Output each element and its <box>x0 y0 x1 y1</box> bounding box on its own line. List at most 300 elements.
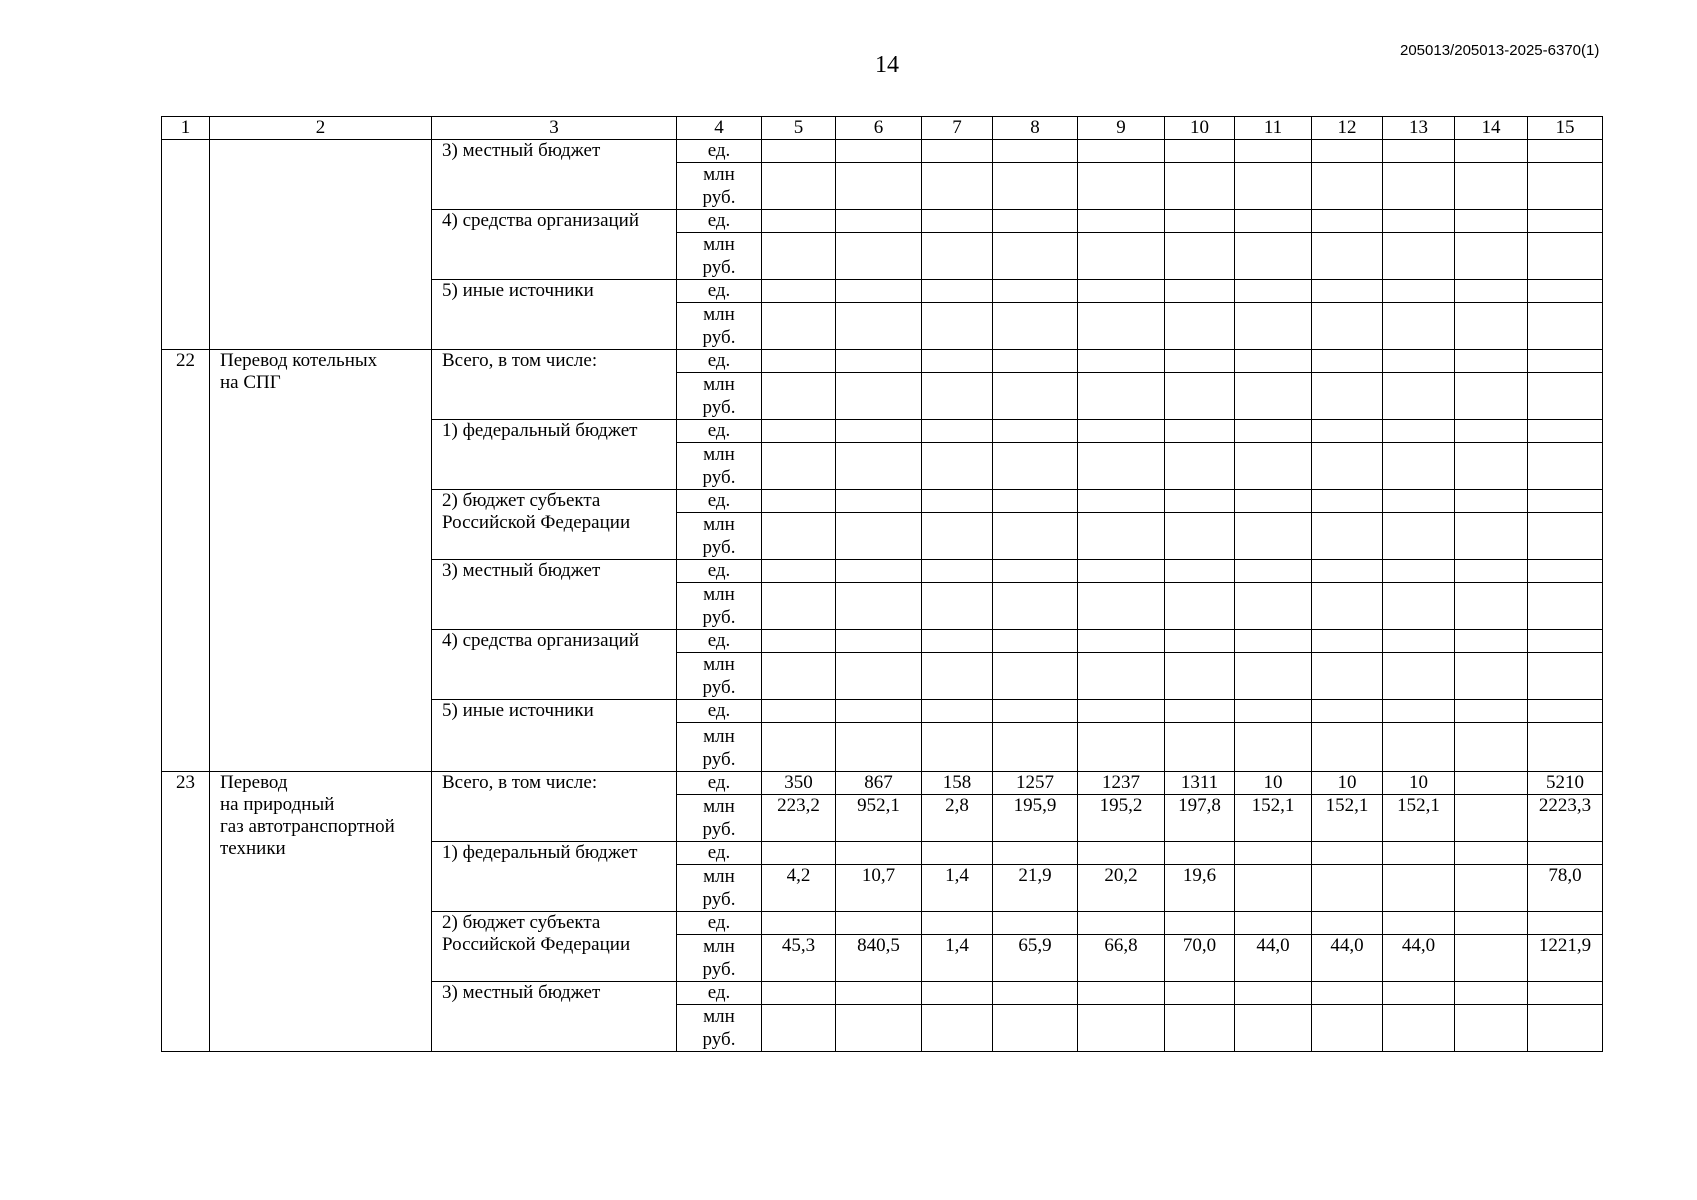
value-cell <box>993 233 1078 280</box>
funding-source <box>432 280 677 350</box>
value-cell <box>1455 700 1528 723</box>
value-cell <box>1235 140 1312 163</box>
value-cell <box>762 350 836 373</box>
funding-source-label: 4) средства организаций <box>442 630 640 651</box>
value-cell <box>1078 723 1165 772</box>
value-cell <box>1528 443 1603 490</box>
value-cell: 158 <box>922 772 993 795</box>
value-cell <box>836 912 922 935</box>
row-number: 23 <box>162 772 210 1052</box>
value-cell <box>922 373 993 420</box>
value-cell <box>993 443 1078 490</box>
unit-mln-rub <box>677 1005 762 1052</box>
value-cell <box>1312 443 1383 490</box>
value-cell <box>1455 233 1528 280</box>
value-cell <box>993 1005 1078 1052</box>
value-cell <box>1235 373 1312 420</box>
value-cell <box>1455 210 1528 233</box>
value-cell <box>1528 912 1603 935</box>
value-cell <box>1312 560 1383 583</box>
value-cell <box>1383 210 1455 233</box>
value-cell <box>1383 723 1455 772</box>
unit-mln: млн <box>703 796 735 817</box>
table-row <box>162 140 1603 163</box>
value-cell <box>1528 490 1603 513</box>
value-cell <box>1383 420 1455 443</box>
value-cell <box>1455 653 1528 700</box>
funding-source <box>432 420 677 490</box>
value-cell <box>1165 210 1235 233</box>
unit-rub: руб. <box>702 327 736 348</box>
unit-rub: руб. <box>702 959 736 980</box>
value-cell <box>1235 583 1312 630</box>
unit-ed: ед. <box>677 280 762 303</box>
value-cell: 4,2 <box>762 865 836 912</box>
funding-source <box>432 772 677 842</box>
unit-mln-rub <box>677 653 762 700</box>
unit-mln-rub <box>677 233 762 280</box>
value-cell <box>1235 653 1312 700</box>
value-cell <box>1455 982 1528 1005</box>
table-row <box>162 772 1603 795</box>
value-cell <box>922 723 993 772</box>
value-cell <box>1383 140 1455 163</box>
value-cell <box>1455 723 1528 772</box>
unit-mln-rub <box>677 583 762 630</box>
value-cell <box>922 280 993 303</box>
value-cell <box>1383 303 1455 350</box>
unit-mln-rub <box>677 935 762 982</box>
unit-rub: руб. <box>702 749 736 770</box>
value-cell <box>1312 842 1383 865</box>
value-cell <box>1312 233 1383 280</box>
value-cell <box>1078 912 1165 935</box>
value-cell <box>1383 982 1455 1005</box>
value-cell <box>762 982 836 1005</box>
value-cell <box>1078 560 1165 583</box>
value-cell <box>922 210 993 233</box>
value-cell <box>993 583 1078 630</box>
value-cell <box>1078 700 1165 723</box>
funding-source-label: Российской Федерации <box>442 512 631 533</box>
value-cell <box>1312 350 1383 373</box>
header-cell: 6 <box>836 117 922 140</box>
value-cell <box>1455 1005 1528 1052</box>
value-cell <box>836 842 922 865</box>
value-cell <box>1165 723 1235 772</box>
value-cell: 867 <box>836 772 922 795</box>
unit-rub: руб. <box>702 607 736 628</box>
value-cell <box>993 560 1078 583</box>
value-cell <box>836 723 922 772</box>
value-cell <box>922 303 993 350</box>
measure-name <box>210 772 432 1052</box>
value-cell <box>993 982 1078 1005</box>
value-cell <box>1455 912 1528 935</box>
value-cell <box>993 420 1078 443</box>
value-cell <box>1312 280 1383 303</box>
unit-mln: млн <box>703 936 735 957</box>
value-cell <box>1165 630 1235 653</box>
value-cell <box>836 630 922 653</box>
value-cell <box>1165 513 1235 560</box>
header-cell: 10 <box>1165 117 1235 140</box>
value-cell <box>1165 373 1235 420</box>
funding-source-label: 3) местный бюджет <box>442 982 601 1003</box>
value-cell <box>1078 373 1165 420</box>
header-row <box>162 117 1603 140</box>
value-cell <box>1235 233 1312 280</box>
unit-mln: млн <box>703 234 735 255</box>
funding-source-label: 5) иные источники <box>442 700 594 721</box>
funding-source-label: Российской Федерации <box>442 934 631 955</box>
unit-rub: руб. <box>702 467 736 488</box>
value-cell <box>1383 163 1455 210</box>
value-cell <box>922 560 993 583</box>
value-cell: 78,0 <box>1528 865 1603 912</box>
value-cell <box>762 373 836 420</box>
value-cell <box>993 280 1078 303</box>
value-cell <box>1383 583 1455 630</box>
value-cell <box>922 233 993 280</box>
value-cell <box>1078 163 1165 210</box>
value-cell <box>836 982 922 1005</box>
value-cell <box>1528 513 1603 560</box>
value-cell <box>1078 653 1165 700</box>
value-cell <box>1383 490 1455 513</box>
funding-source <box>432 700 677 772</box>
unit-mln: млн <box>703 584 735 605</box>
value-cell: 2,8 <box>922 795 993 842</box>
value-cell <box>1383 560 1455 583</box>
value-cell <box>1165 163 1235 210</box>
header-cell: 13 <box>1383 117 1455 140</box>
value-cell <box>1078 420 1165 443</box>
unit-ed: ед. <box>677 560 762 583</box>
value-cell: 197,8 <box>1165 795 1235 842</box>
value-cell <box>1312 583 1383 630</box>
value-cell <box>922 583 993 630</box>
value-cell <box>1312 865 1383 912</box>
value-cell <box>1312 653 1383 700</box>
value-cell <box>1078 630 1165 653</box>
value-cell <box>1165 490 1235 513</box>
value-cell <box>1528 210 1603 233</box>
value-cell <box>1078 140 1165 163</box>
value-cell: 1,4 <box>922 865 993 912</box>
unit-rub: руб. <box>702 889 736 910</box>
header-cell: 4 <box>677 117 762 140</box>
measure-name-line: техники <box>220 838 286 859</box>
unit-mln: млн <box>703 726 735 747</box>
value-cell <box>1528 583 1603 630</box>
value-cell <box>1455 560 1528 583</box>
value-cell <box>762 560 836 583</box>
value-cell <box>762 210 836 233</box>
value-cell <box>1165 350 1235 373</box>
value-cell <box>993 700 1078 723</box>
value-cell <box>1235 842 1312 865</box>
value-cell <box>1165 1005 1235 1052</box>
value-cell <box>1455 280 1528 303</box>
value-cell: 10 <box>1383 772 1455 795</box>
funding-source-label: 3) местный бюджет <box>442 560 601 581</box>
value-cell <box>836 583 922 630</box>
value-cell <box>1455 420 1528 443</box>
measure-name-line: газ автотранспортной <box>220 816 395 837</box>
value-cell <box>1312 490 1383 513</box>
value-cell <box>1235 350 1312 373</box>
unit-rub: руб. <box>702 187 736 208</box>
value-cell <box>993 513 1078 560</box>
value-cell <box>922 653 993 700</box>
value-cell <box>1455 490 1528 513</box>
value-cell: 350 <box>762 772 836 795</box>
funding-source-label: 1) федеральный бюджет <box>442 420 638 441</box>
value-cell: 840,5 <box>836 935 922 982</box>
value-cell <box>836 653 922 700</box>
value-cell: 66,8 <box>1078 935 1165 982</box>
value-cell <box>922 842 993 865</box>
unit-mln: млн <box>703 374 735 395</box>
value-cell <box>1312 303 1383 350</box>
value-cell: 21,9 <box>993 865 1078 912</box>
page-number: 14 <box>875 52 899 78</box>
unit-rub: руб. <box>702 677 736 698</box>
value-cell <box>1455 140 1528 163</box>
value-cell <box>922 490 993 513</box>
value-cell <box>922 630 993 653</box>
unit-ed: ед. <box>677 140 762 163</box>
value-cell: 44,0 <box>1235 935 1312 982</box>
value-cell: 223,2 <box>762 795 836 842</box>
value-cell <box>1235 982 1312 1005</box>
value-cell <box>1165 303 1235 350</box>
unit-ed: ед. <box>677 912 762 935</box>
value-cell <box>1165 700 1235 723</box>
unit-mln-rub <box>677 303 762 350</box>
header-cell: 3 <box>432 117 677 140</box>
value-cell <box>1235 420 1312 443</box>
value-cell <box>1312 700 1383 723</box>
value-cell <box>993 630 1078 653</box>
value-cell <box>993 163 1078 210</box>
funding-source <box>432 560 677 630</box>
value-cell <box>1165 420 1235 443</box>
value-cell: 70,0 <box>1165 935 1235 982</box>
funding-source-label: 5) иные источники <box>442 280 594 301</box>
value-cell <box>836 280 922 303</box>
value-cell <box>1312 982 1383 1005</box>
value-cell <box>762 140 836 163</box>
value-cell <box>922 700 993 723</box>
value-cell <box>1235 490 1312 513</box>
header-cell: 1 <box>162 117 210 140</box>
value-cell <box>1235 560 1312 583</box>
unit-mln: млн <box>703 304 735 325</box>
value-cell <box>1312 140 1383 163</box>
header-cell: 7 <box>922 117 993 140</box>
value-cell <box>836 443 922 490</box>
value-cell <box>1455 772 1528 795</box>
value-cell <box>1383 865 1455 912</box>
unit-mln: млн <box>703 866 735 887</box>
unit-ed: ед. <box>677 420 762 443</box>
value-cell <box>1455 163 1528 210</box>
unit-rub: руб. <box>702 397 736 418</box>
header-cell: 12 <box>1312 117 1383 140</box>
measure-name <box>210 350 432 772</box>
value-cell: 152,1 <box>1383 795 1455 842</box>
funding-source <box>432 982 677 1052</box>
value-cell <box>836 303 922 350</box>
measure-name-line: на природный <box>220 794 335 815</box>
value-cell <box>762 280 836 303</box>
value-cell <box>922 140 993 163</box>
value-cell <box>993 350 1078 373</box>
value-cell <box>1078 842 1165 865</box>
value-cell: 44,0 <box>1312 935 1383 982</box>
value-cell <box>1383 350 1455 373</box>
value-cell <box>1383 443 1455 490</box>
value-cell <box>1455 583 1528 630</box>
value-cell <box>1165 443 1235 490</box>
value-cell <box>1528 233 1603 280</box>
value-cell <box>1455 443 1528 490</box>
value-cell <box>1528 373 1603 420</box>
value-cell <box>1235 280 1312 303</box>
value-cell <box>1528 280 1603 303</box>
value-cell <box>1165 912 1235 935</box>
value-cell <box>1235 865 1312 912</box>
value-cell <box>993 723 1078 772</box>
value-cell <box>993 653 1078 700</box>
unit-mln: млн <box>703 514 735 535</box>
funding-source-label: 4) средства организаций <box>442 210 640 231</box>
value-cell <box>993 490 1078 513</box>
value-cell <box>1455 303 1528 350</box>
unit-mln: млн <box>703 654 735 675</box>
value-cell <box>922 982 993 1005</box>
value-cell <box>922 1005 993 1052</box>
funding-source-label: Всего, в том числе: <box>442 772 598 793</box>
measure-name-line: Перевод котельных <box>220 350 378 371</box>
unit-mln-rub <box>677 163 762 210</box>
header-cell: 2 <box>210 117 432 140</box>
value-cell <box>1235 723 1312 772</box>
funding-source <box>432 490 677 560</box>
value-cell <box>1312 210 1383 233</box>
value-cell <box>1312 420 1383 443</box>
value-cell <box>836 1005 922 1052</box>
value-cell <box>993 210 1078 233</box>
value-cell: 195,2 <box>1078 795 1165 842</box>
header-cell: 11 <box>1235 117 1312 140</box>
value-cell <box>836 233 922 280</box>
measure-name-line: на СПГ <box>220 372 281 393</box>
value-cell <box>1528 700 1603 723</box>
document-code: 205013/205013-2025-6370(1) <box>1400 42 1600 59</box>
unit-mln-rub <box>677 865 762 912</box>
value-cell <box>1078 982 1165 1005</box>
funding-source <box>432 630 677 700</box>
value-cell <box>836 560 922 583</box>
value-cell <box>762 912 836 935</box>
value-cell: 2223,3 <box>1528 795 1603 842</box>
unit-rub: руб. <box>702 1029 736 1050</box>
unit-ed: ед. <box>677 772 762 795</box>
funding-source <box>432 140 677 210</box>
value-cell: 195,9 <box>993 795 1078 842</box>
value-cell <box>762 490 836 513</box>
value-cell <box>836 700 922 723</box>
value-cell <box>1528 1005 1603 1052</box>
unit-ed: ед. <box>677 982 762 1005</box>
value-cell <box>836 210 922 233</box>
unit-rub: руб. <box>702 819 736 840</box>
value-cell <box>762 1005 836 1052</box>
value-cell: 5210 <box>1528 772 1603 795</box>
funding-source <box>432 350 677 420</box>
row-number: 22 <box>162 350 210 772</box>
header-cell: 14 <box>1455 117 1528 140</box>
row-number <box>162 140 210 350</box>
value-cell <box>836 350 922 373</box>
value-cell <box>836 513 922 560</box>
value-cell <box>1165 560 1235 583</box>
value-cell <box>922 513 993 560</box>
value-cell <box>922 350 993 373</box>
value-cell <box>836 163 922 210</box>
value-cell <box>1528 653 1603 700</box>
value-cell <box>1078 513 1165 560</box>
value-cell <box>762 630 836 653</box>
value-cell <box>1165 982 1235 1005</box>
value-cell: 19,6 <box>1165 865 1235 912</box>
value-cell <box>1528 842 1603 865</box>
value-cell <box>762 163 836 210</box>
value-cell <box>762 653 836 700</box>
unit-ed: ед. <box>677 842 762 865</box>
value-cell <box>922 443 993 490</box>
value-cell <box>993 842 1078 865</box>
value-cell <box>1455 513 1528 560</box>
value-cell <box>1165 583 1235 630</box>
value-cell <box>1528 420 1603 443</box>
value-cell <box>1312 163 1383 210</box>
unit-mln-rub <box>677 723 762 772</box>
value-cell <box>1312 373 1383 420</box>
unit-mln-rub <box>677 443 762 490</box>
value-cell: 1,4 <box>922 935 993 982</box>
value-cell <box>1528 163 1603 210</box>
value-cell <box>1235 1005 1312 1052</box>
value-cell <box>1235 303 1312 350</box>
value-cell <box>1235 513 1312 560</box>
value-cell <box>1165 653 1235 700</box>
unit-ed: ед. <box>677 630 762 653</box>
value-cell <box>1455 373 1528 420</box>
value-cell <box>836 373 922 420</box>
header-cell: 9 <box>1078 117 1165 140</box>
value-cell <box>1455 350 1528 373</box>
value-cell <box>762 420 836 443</box>
unit-ed: ед. <box>677 700 762 723</box>
value-cell <box>762 842 836 865</box>
unit-ed: ед. <box>677 490 762 513</box>
unit-ed: ед. <box>677 350 762 373</box>
unit-rub: руб. <box>702 537 736 558</box>
